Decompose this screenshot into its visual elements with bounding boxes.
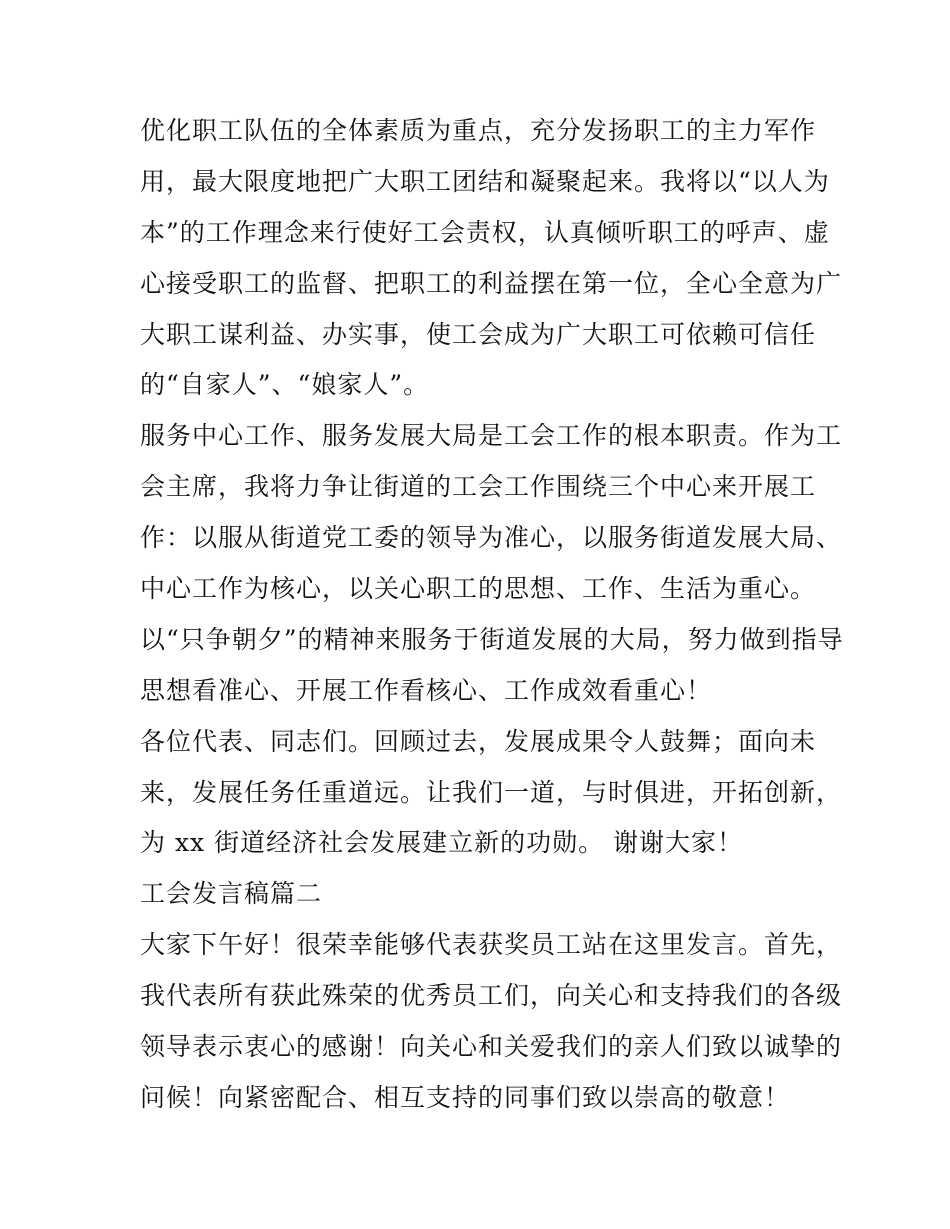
text-line: 心接受职工的监督、把职工的利益摆在第一位，全心全意为广 bbox=[140, 268, 843, 298]
text-line: 优化职工队伍的全体素质为重点，充分发扬职工的主力军作 bbox=[140, 116, 817, 145]
text-line: 服务中心工作、服务发展大局是工会工作的根本职责。作为工 bbox=[140, 421, 843, 451]
text-line: 会主席，我将力争让街道的工会工作围绕三个中心来开展工 bbox=[140, 472, 817, 502]
text-line: 各位代表、同志们。回顾过去，发展成果令人鼓舞；面向未 bbox=[140, 726, 817, 756]
section-heading: 工会发言稿篇二 bbox=[140, 879, 323, 909]
text-line: 的“自家人”、“娘家人”。 bbox=[140, 370, 430, 400]
text-line: 问候！向紧密配合、相互支持的同事们致以崇高的敬意！ bbox=[140, 1082, 791, 1112]
text-line: 我代表所有获此殊荣的优秀员工们，向关心和支持我们的各级 bbox=[140, 981, 843, 1011]
text-line: 大家下午好！很荣幸能够代表获奖员工站在这里发言。首先， bbox=[140, 930, 843, 960]
text-line: 本”的工作理念来行使好工会责权，认真倾听职工的呼声、虚 bbox=[140, 217, 830, 247]
text-line: 以“只争朝夕”的精神来服务于街道发展的大局，努力做到指导 bbox=[140, 624, 844, 654]
text-line: 大职工谋利益、办实事，使工会成为广大职工可依赖可信任 bbox=[140, 319, 817, 349]
text-line: 领导表示衷心的感谢！向关心和关爱我们的亲人们致以诚挚的 bbox=[140, 1032, 843, 1062]
text-line: 思想看准心、开展工作看核心、工作成效看重心！ bbox=[140, 675, 713, 705]
text-line: 用，最大限度地把广大职工团结和凝聚起来。我将以“以人为 bbox=[140, 166, 830, 196]
text-line: 为 xx 街道经济社会发展建立新的功勋。 谢谢大家！ bbox=[140, 828, 744, 858]
document-body bbox=[140, 106, 844, 1124]
text-line: 来，发展任务任重道远。让我们一道，与时俱进，开拓创新， bbox=[140, 777, 843, 807]
text-line: 作：以服从街道党工委的领导为准心，以服务街道发展大局、 bbox=[140, 523, 843, 553]
text-line: 中心工作为核心，以关心职工的思想、工作、生活为重心。 bbox=[140, 574, 817, 604]
